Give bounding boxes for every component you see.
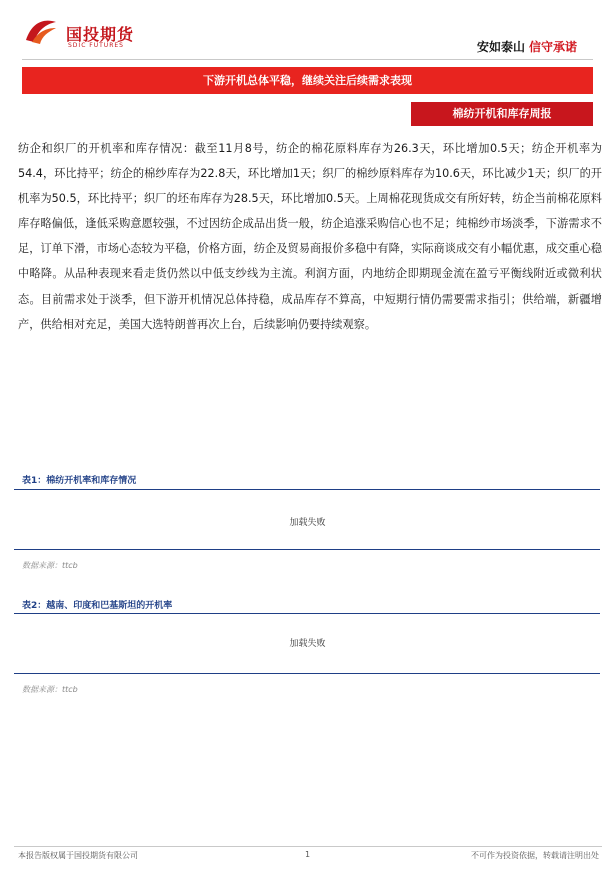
table-1-bottom-rule (14, 549, 600, 550)
footer-divider (14, 846, 602, 847)
logo-mark-icon (22, 16, 60, 46)
table-1-rule (14, 489, 600, 490)
report-title-banner: 下游开机总体平稳，继续关注后续需求表现 (22, 67, 593, 94)
slogan (477, 38, 577, 55)
table-1-placeholder: 加载失败 (289, 518, 326, 528)
footer-copyright: 本报告版权属于国投期货有限公司 (18, 851, 138, 860)
table-2-placeholder: 加载失败 (289, 639, 326, 649)
table-2-rule (14, 613, 600, 614)
slogan-part-2: 信守承诺 (528, 40, 577, 54)
page-number: 1 (304, 850, 311, 859)
company-logo (22, 16, 162, 56)
report-category-tag: 棉纺开机和库存周报 (411, 102, 593, 126)
table-2-source: 数据来源：ttcb (22, 685, 78, 694)
logo-text-en: SDIC FUTURES (68, 42, 124, 49)
logo-text-cn: 国投期货 (66, 25, 135, 44)
slogan-part-1: 安如泰山 (476, 40, 525, 54)
footer-disclaimer: 不可作为投资依据，转载请注明出处 (471, 851, 599, 860)
table-1-source: 数据来源：ttcb (22, 561, 78, 570)
table-2-bottom-rule (14, 673, 600, 674)
header-divider (22, 59, 593, 60)
table-1-title: 表1：棉纺开机率和库存情况 (22, 476, 137, 486)
table-2-title: 表2：越南、印度和巴基斯坦的开机率 (22, 601, 173, 611)
page-header (0, 0, 615, 60)
body-paragraph: 纺企和织厂的开机率和库存情况：截至11月8号，纺企的棉花原料库存为26.3天，环比增加0.5天；纺企开机率为54.4，环比持平；纺企的棉纱库存为22.8天，环比增加1天；织厂的棉纱原料库存为10.6天，环比减少1天；织厂的开机率为50.5，环比持平；织厂的坯布库存为28.5天，环比增加0.5天。上周棉花现货成交有所好转，纺企当前棉花原料库存略偏低，逢低采购意愿较强，不过因纺企成品出货一般，纺企追涨采购信心也不足；纯棉纱市场淡季，下游需求不足，订单下滑，市场心态较为平稳，价格方面，纺企及贸易商报价多稳中有降，实际商谈成交有小幅优惠，成交重心稳中略降。从品种表现来看走货仍然以中低支纱线为主流。利润方面，内地纺企即期现金流在盈亏平衡线附近或微利状态。目前需求处于淡季，但下游开机情况总体持稳，成品库存不算高，中短期行情仍需要需求指引；供给端，新疆增产，供给相对充足，美国大选特朗普再次上台，后续影响仍要持续观察。 (18, 142, 602, 331)
